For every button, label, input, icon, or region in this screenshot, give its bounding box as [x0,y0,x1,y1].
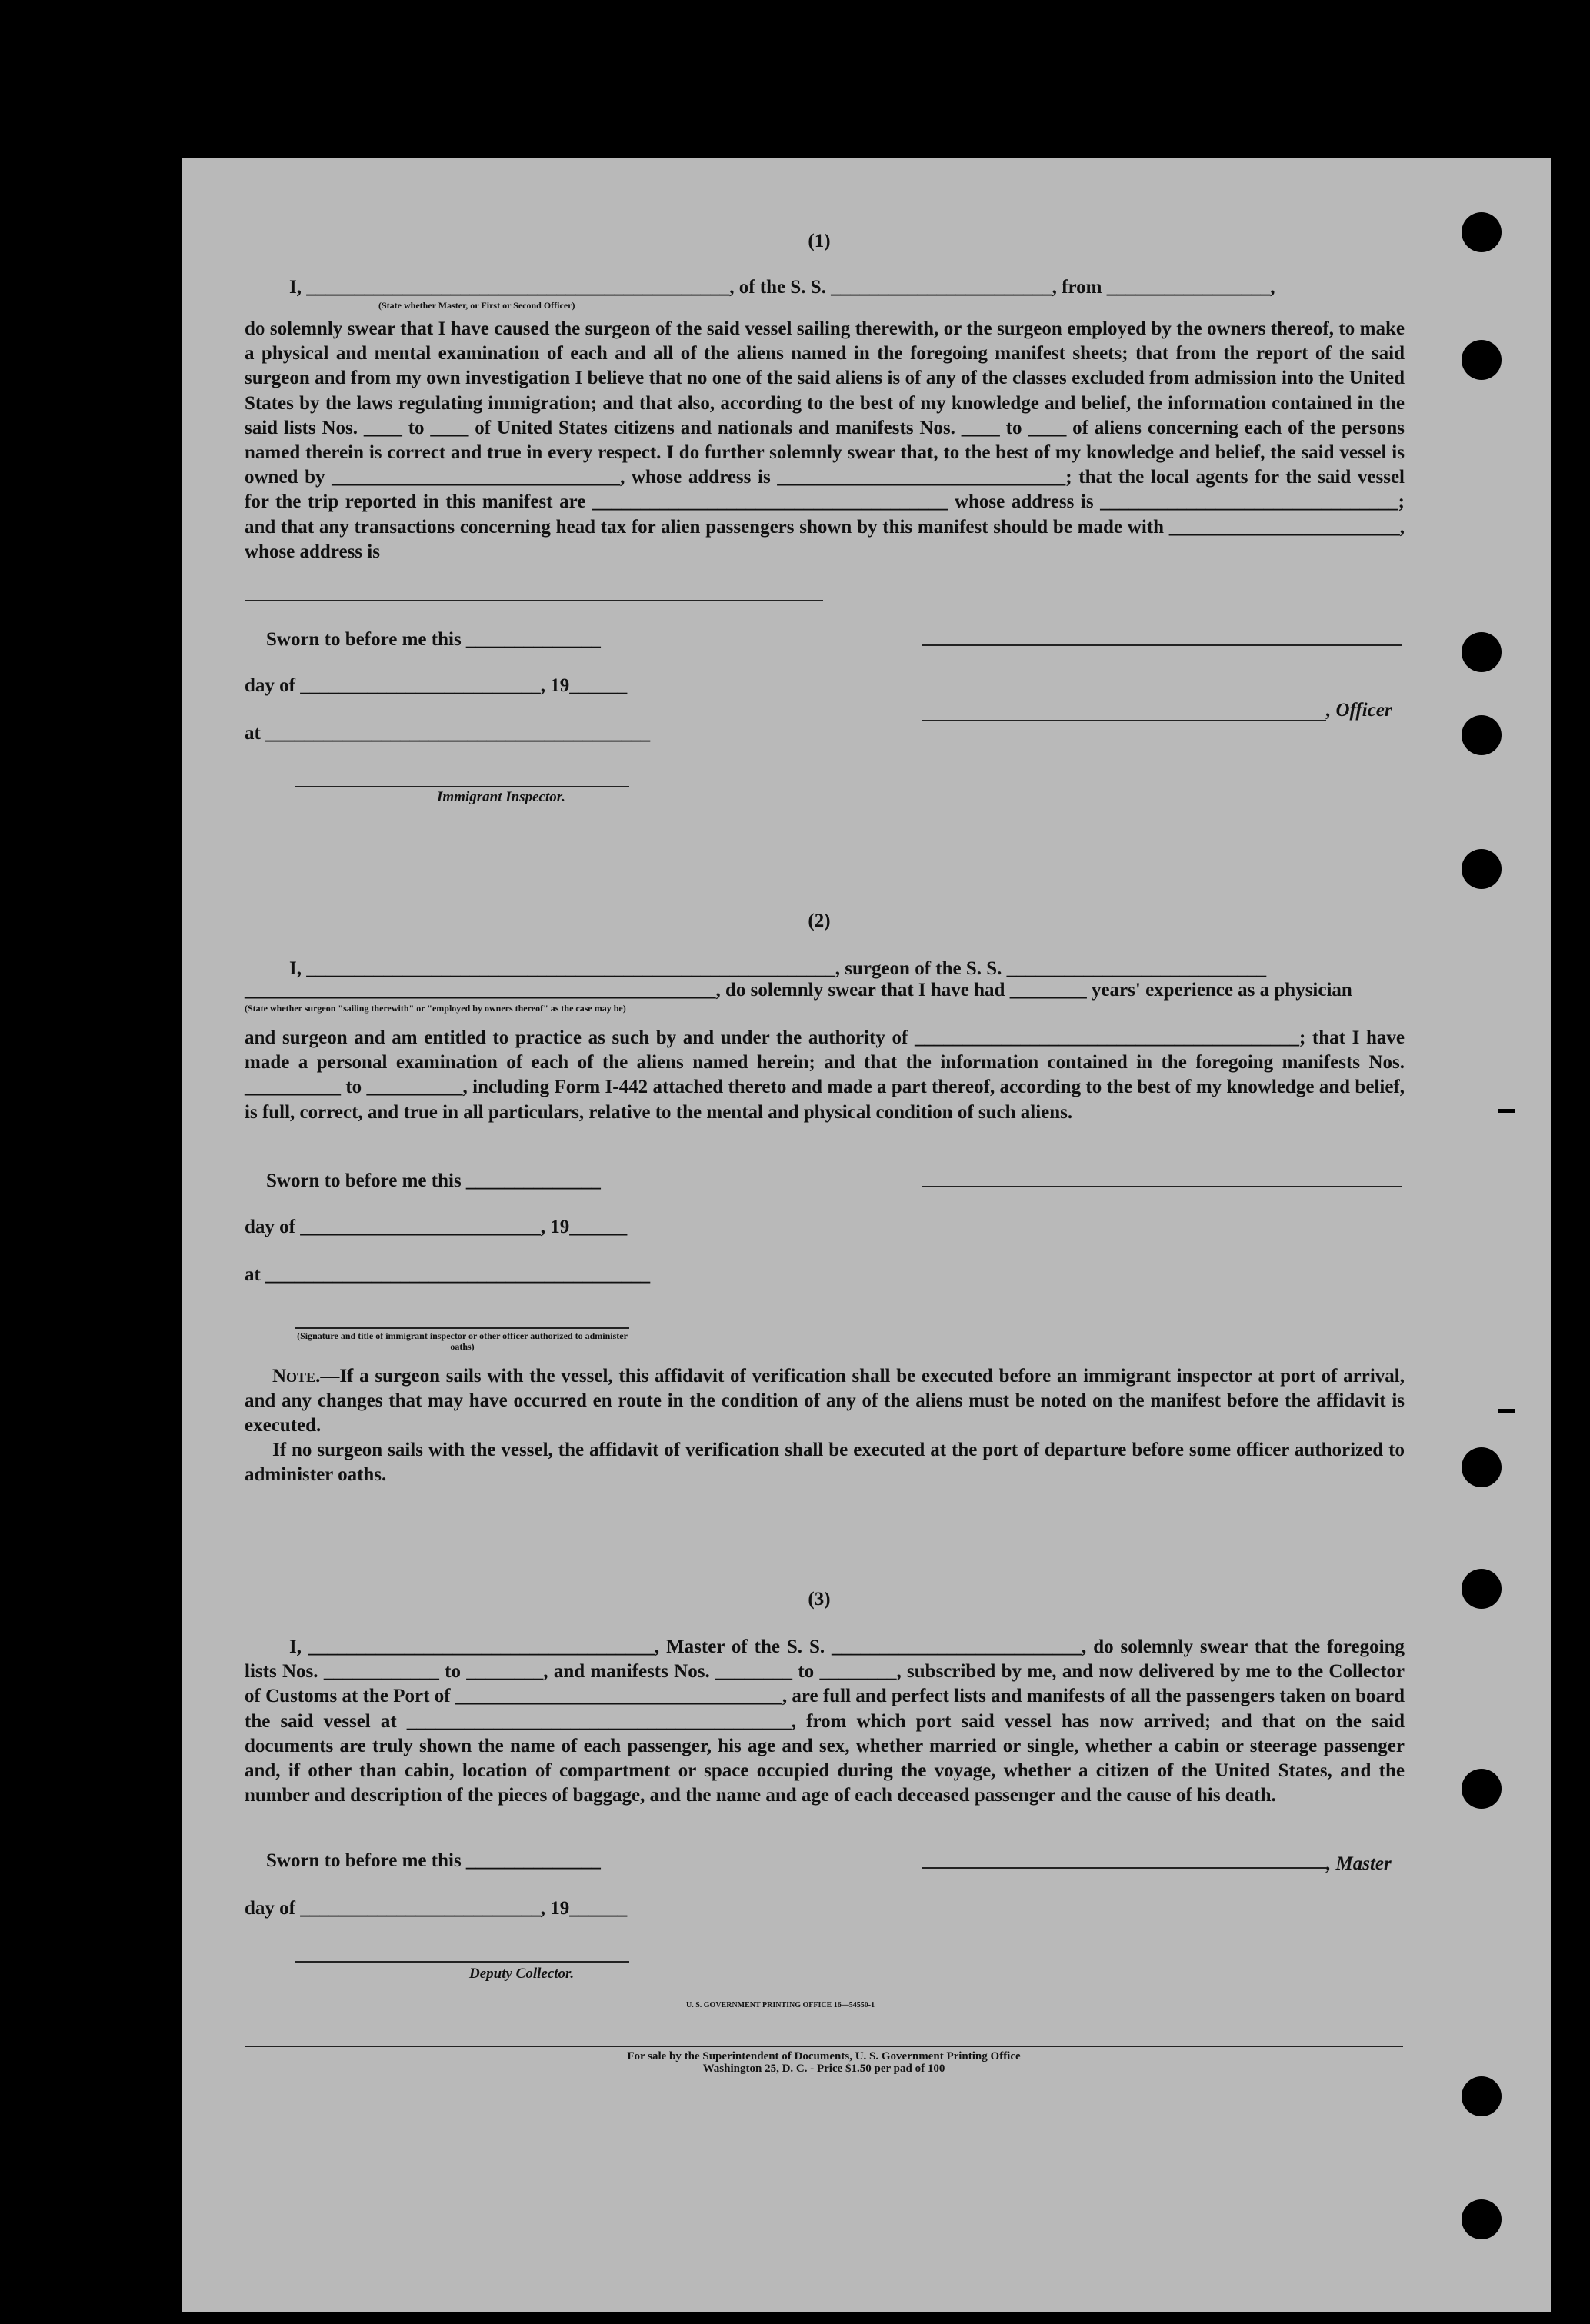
section1-officer: , Officer [1326,700,1392,721]
footer-sale-1: For sale by the Superintendent of Documents, U. S. Government Printing Office [627,2050,1021,2063]
signature-line [295,786,629,787]
edge-mark [1498,1109,1515,1113]
binder-hole [1462,632,1502,672]
section1-day: day of _________________________, 19______ [245,675,628,696]
section1-number: (1) [808,231,831,251]
footer-sale-2: Washington 25, D. C. - Price $1.50 per pad of 100 [702,2063,945,2075]
binder-hole [1462,2199,1502,2239]
section3-collector: Deputy Collector. [469,1966,575,1982]
binder-hole [1462,1447,1502,1487]
section2-note [245,1364,1405,1439]
section2-day: day of _________________________, 19______ [245,1217,628,1237]
signature-line [922,720,1326,721]
edge-mark [1498,1409,1515,1413]
signature-line [295,1961,629,1963]
printing-office: U. S. GOVERNMENT PRINTING OFFICE 16—54550-1 [686,2001,875,2009]
section3-master: , Master [1326,1853,1392,1874]
rule [245,600,823,601]
section2-line2: _________________________________________________, do solemnly swear that I have had ________ years' experience as a physician [245,980,1352,1001]
section1-sworn: Sworn to before me this ______________ [266,629,601,650]
section2-at: at ________________________________________ [245,1264,651,1285]
section2-note-2: If no surgeon sails with the vessel, the affidavit of verification shall be executed at the port of departure before some officer authorized to administer oaths. [245,1440,1405,1486]
signature-line [922,1867,1326,1869]
binder-hole [1462,2076,1502,2116]
section3-sworn: Sworn to before me this ______________ [266,1850,601,1871]
section1-line1: I, ____________________________________________, of the S. S. _______________________, from _________________, [289,277,1275,298]
section2-signature-note: (Signature and title of immigrant inspector or other officer authorized to administer oaths) [297,1330,628,1352]
binder-hole [1462,849,1502,889]
signature-line [295,1327,629,1329]
section2-line2-note: (State whether surgeon "sailing therewith" or "employed by owners thereof" as the case may be) [245,1003,626,1014]
binder-hole [1462,715,1502,755]
section1-at: at ________________________________________ [245,723,651,744]
section3-number: (3) [808,1589,831,1610]
binder-hole [1462,212,1502,252]
section3-body: I, ____________________________________, Master of the S. S. __________________________, do solemnly swear that the foregoing lists Nos. ____________ to ________, and manifests Nos. ________ to ________, subscribed by me, and now delivered by me to the Collector of Customs at the Port of __________________________________, are full and perfect lists and manifests of all the passengers taken on board the said vessel at ________________________________________, from which port said vessel has now arrived; and that on the said documents are truly shown the name of each passenger, his age and sex, whether married or single, whether a cabin or steerage passenger and, if other than cabin, location of compartment or space occupied during the voyage, whether a citizen of the United States, and the number and description of the pieces of baggage, and the name and age of each deceased passenger and the cause of his death. [245,1636,1405,1806]
binder-hole [1462,340,1502,380]
section1-line1-note: (State whether Master, or First or Second Officer) [378,300,575,311]
binder-hole [1462,1569,1502,1609]
binder-hole [1462,1769,1502,1809]
footer-rule [245,2046,1403,2047]
signature-line [922,1186,1402,1187]
section1-inspector: Immigrant Inspector. [437,789,565,805]
section2-sworn: Sworn to before me this ______________ [266,1170,601,1191]
section2-line1: I, _______________________________________________________, surgeon of the S. S. ___________________________ [289,958,1267,979]
section2-number: (2) [808,911,831,931]
section2-body: and surgeon and am entitled to practice as such by and under the authority of ________________________________________; that I have made a personal examination of each of the aliens named herein; and that the information contained in the foregoing manifests Nos. __________ to __________, including Form I-442 attached thereto and made a part thereof, according to the best of my knowledge and belief, is full, correct, and true in all particulars, relative to the mental and physical condition of such aliens. [245,1027,1405,1123]
signature-line [922,644,1402,646]
section3-day: day of _________________________, 19______ [245,1898,628,1919]
note-label: Note. [272,1366,321,1387]
section1-body: do solemnly swear that I have caused the surgeon of the said vessel sailing therewith, or the surgeon employed by the owners thereof, to make a physical and mental examination of each and all of the aliens named in the foregoing manifest sheets; that from the report of the said surgeon and from my own investigation I believe that no one of the said aliens is of any of the classes excluded from admission into the United States by the laws regulating immigration; and that also, according to the best of my knowledge and belief, the information contained in the said lists Nos. ____ to ____ of United States citizens and nationals and manifests Nos. ____ to ____ of aliens concerning each of the persons named therein is correct and true in every respect. I do further solemnly swear that, to the best of my knowledge and belief, the said vessel is owned by ______________________________, whose address is ______________________________; that the local agents for the said vessel for the trip reported in this manifest are _____________________________________ whose address is _______________________________; and that any transactions concerning head tax for alien passengers shown by this manifest should be made with ________________________, whose address is [245,318,1405,562]
note-text: —If a surgeon sails with the vessel, this affidavit of verification shall be executed before an immigrant inspector at port of arrival, and any changes that may have occurred en route in the condition of any of the aliens must be noted on the manifest before the affidavit is executed. [245,1366,1405,1437]
